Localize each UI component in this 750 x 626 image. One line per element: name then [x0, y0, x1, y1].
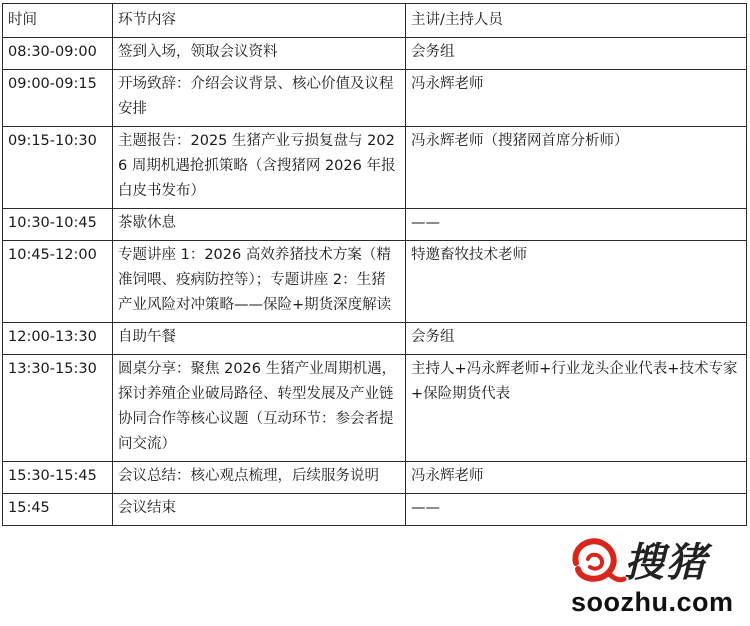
table-row — [3, 355, 747, 462]
cell-time: 15:30-15:45 — [3, 462, 113, 494]
cell-agenda: 专题讲座 1：2026 高效养猪技术方案（精准饲喂、疫病防控等）；专题讲座 2：生猪产业风险对冲策略——保险+期货深度解读 — [113, 241, 406, 323]
cell-agenda: 茶歇休息 — [113, 209, 406, 241]
cell-host: 冯永辉老师 — [406, 70, 747, 127]
table-row — [3, 494, 747, 526]
table-row — [3, 241, 747, 323]
header-time: 时间 — [3, 4, 113, 38]
cell-time: 09:15-10:30 — [3, 127, 113, 209]
cell-host: 特邀畜牧技术老师 — [406, 241, 747, 323]
table-header-row — [3, 4, 747, 38]
text-cursor — [746, 144, 747, 161]
watermark-domain: soozhu.com — [571, 587, 734, 617]
table-row — [3, 70, 747, 127]
table-row — [3, 127, 747, 209]
cell-host: 冯永辉老师（搜猪网首席分析师） — [406, 127, 747, 209]
cell-host: —— — [406, 494, 747, 526]
cell-host: 会务组 — [406, 323, 747, 355]
cell-time: 08:30-09:00 — [3, 38, 113, 70]
cell-agenda: 签到入场，领取会议资料 — [113, 38, 406, 70]
cell-time: 15:45 — [3, 494, 113, 526]
cell-host: 会务组 — [406, 38, 747, 70]
table-row — [3, 462, 747, 494]
cell-time: 13:30-15:30 — [3, 355, 113, 462]
cell-agenda: 主题报告：2025 生猪产业亏损复盘与 2026 周期机遇抢抓策略（含搜猪网 2026 年报白皮书发布） — [113, 127, 406, 209]
cell-agenda: 开场致辞：介绍会议背景、核心价值及议程安排 — [113, 70, 406, 127]
cell-agenda: 自助午餐 — [113, 323, 406, 355]
cell-time: 10:30-10:45 — [3, 209, 113, 241]
header-host: 主讲/主持人员 — [406, 4, 747, 38]
table-row — [3, 38, 747, 70]
cell-host: 主持人+冯永辉老师+行业龙头企业代表+技术专家+保险期货代表 — [406, 355, 747, 462]
cell-host: —— — [406, 209, 747, 241]
soozhu-logo-icon — [568, 533, 628, 589]
cell-agenda: 会议总结：核心观点梳理，后续服务说明 — [113, 462, 406, 494]
cell-agenda: 会议结束 — [113, 494, 406, 526]
cell-time: 09:00-09:15 — [3, 70, 113, 127]
header-agenda: 环节内容 — [113, 4, 406, 38]
cell-agenda: 圆桌分享：聚焦 2026 生猪产业周期机遇，探讨养殖企业破局路径、转型发展及产业链协同合作等核心议题（互动环节：参会者提问交流） — [113, 355, 406, 462]
agenda-table — [2, 3, 747, 526]
soozhu-watermark — [568, 527, 748, 623]
cell-host: 冯永辉老师 — [406, 462, 747, 494]
cell-time: 12:00-13:30 — [3, 323, 113, 355]
watermark-brand-text: 搜猪 — [624, 539, 708, 586]
table-row — [3, 209, 747, 241]
cell-time: 10:45-12:00 — [3, 241, 113, 323]
table-row — [3, 323, 747, 355]
